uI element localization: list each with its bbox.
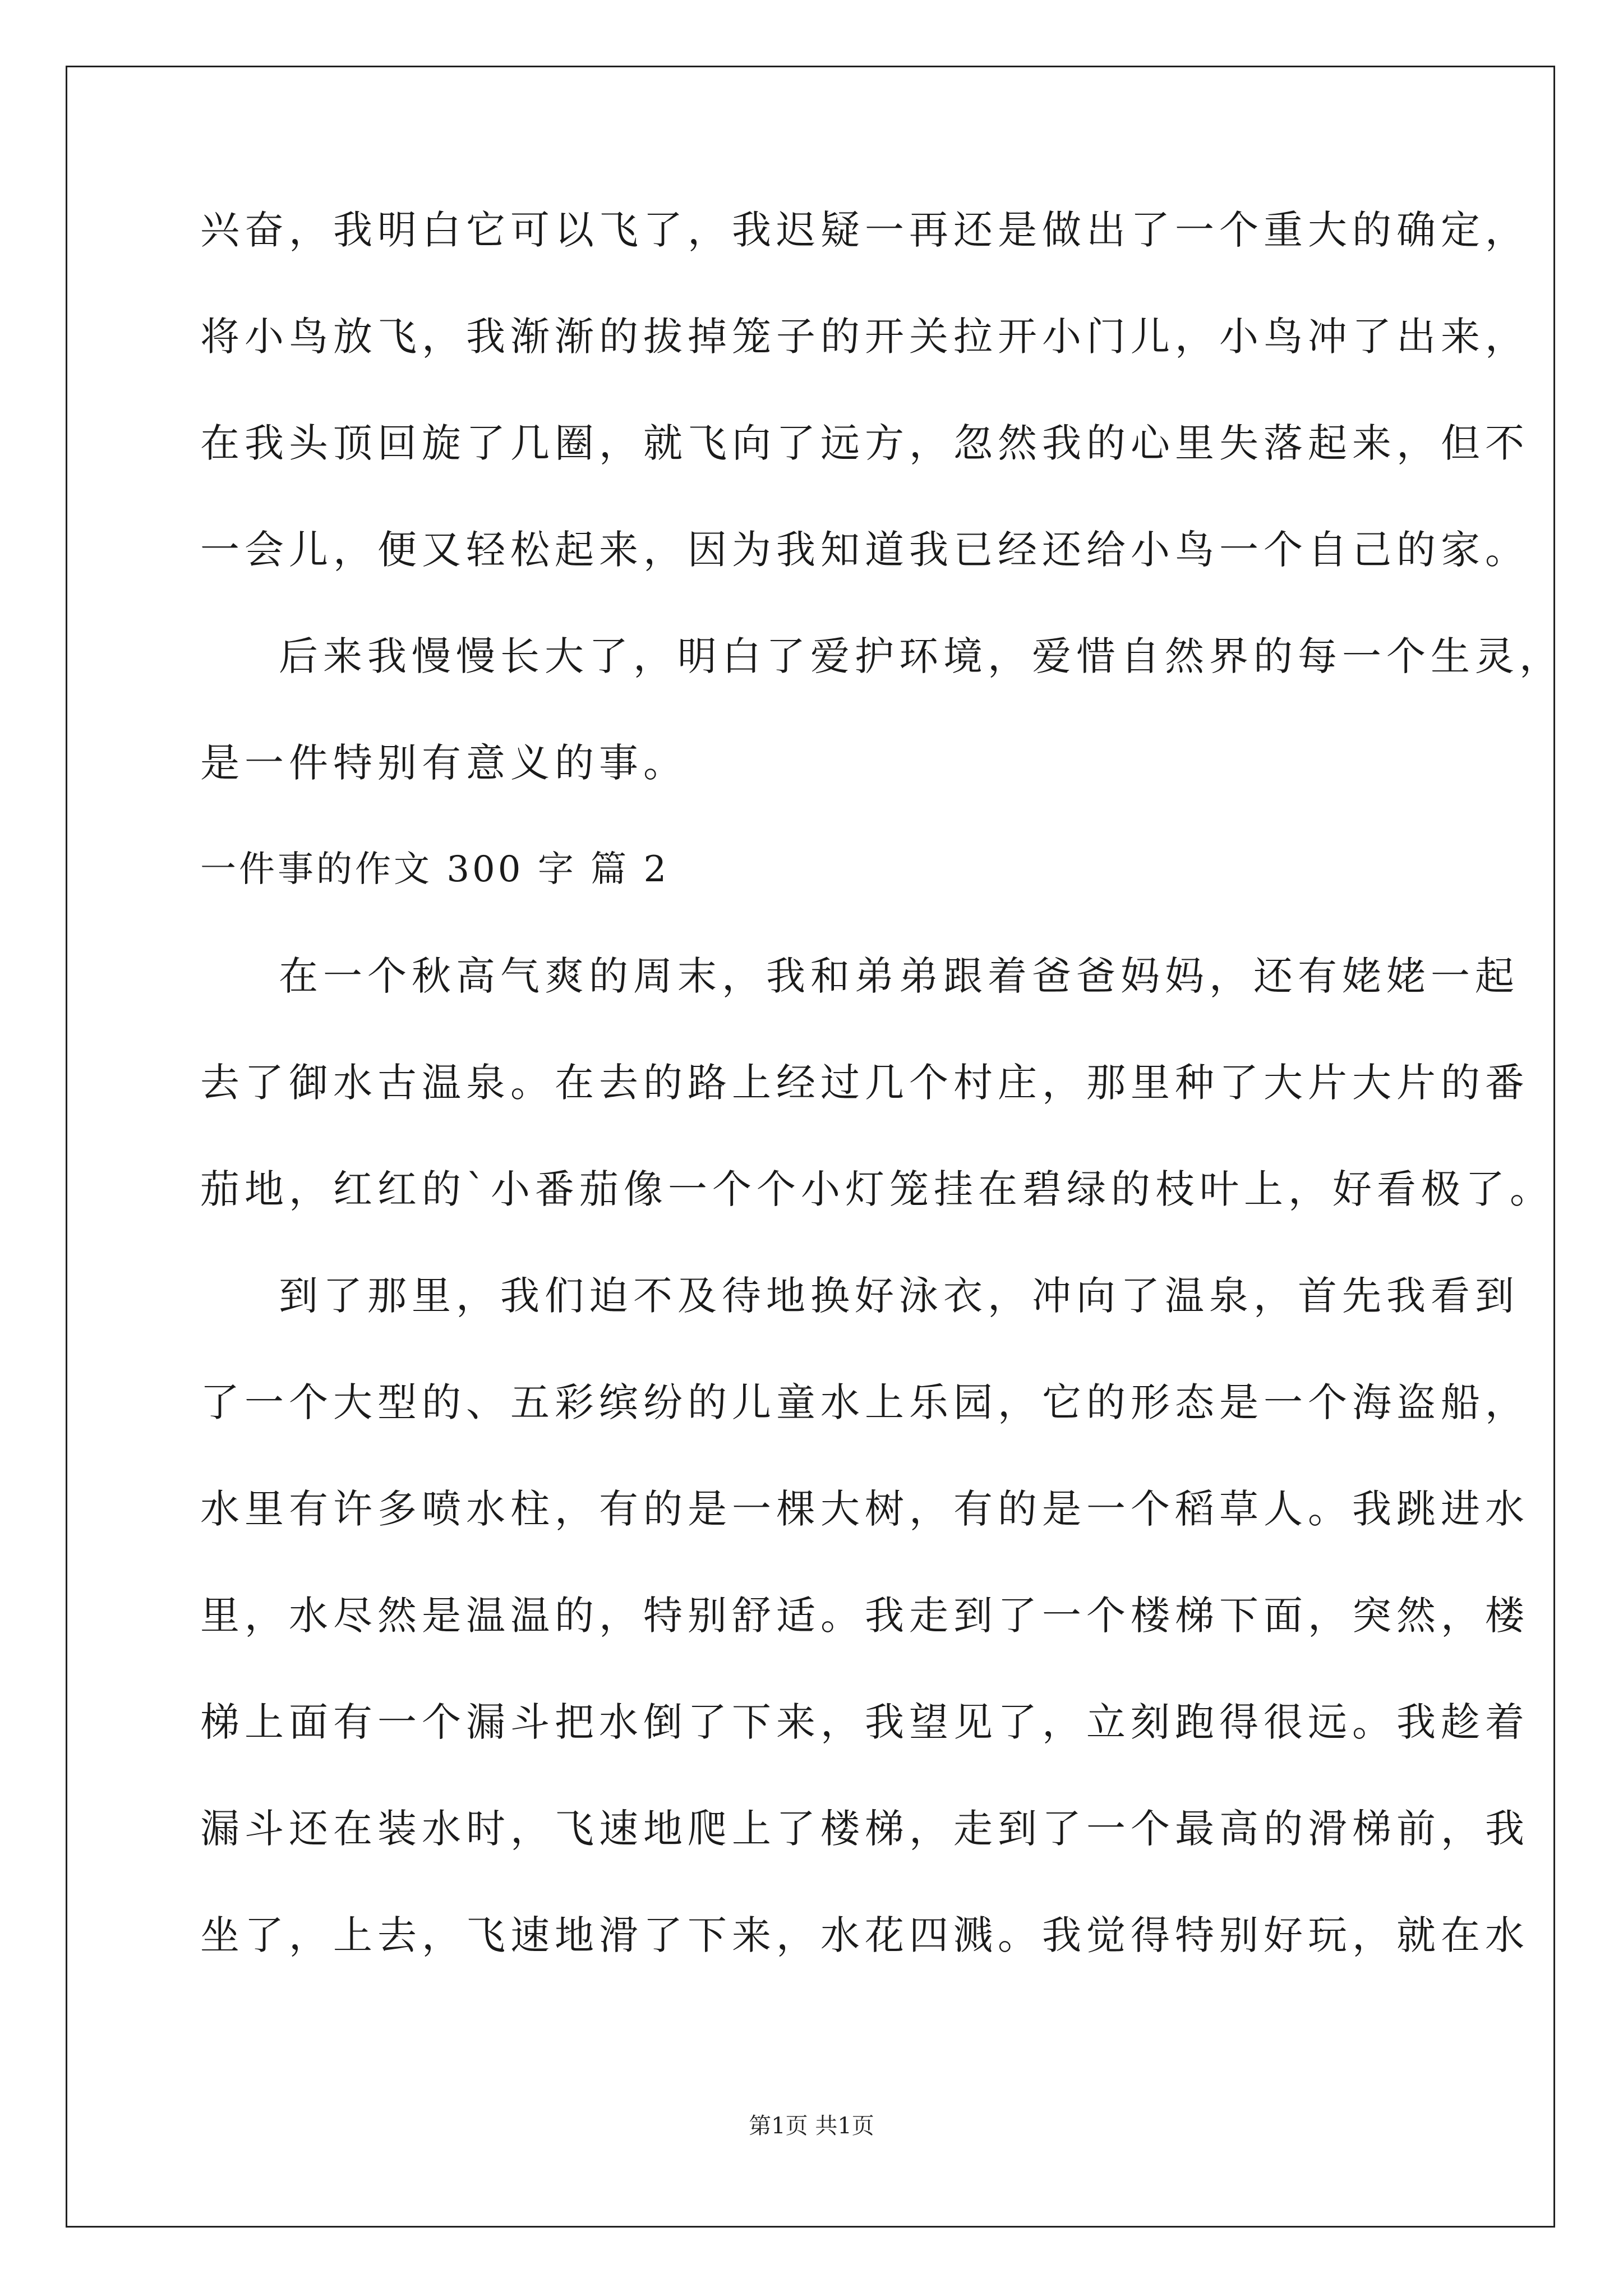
text-line: 茄地，红红的`小番茄像一个个小灯笼挂在碧绿的枝叶上，好看极了。 [200,1166,1554,1212]
text-line: 是一件特别有意义的事。 [200,740,688,786]
text-line: 在我头顶回旋了几圈，就飞向了远方，忽然我的心里失落起来，但不 [200,420,1529,466]
text-line: 一会儿，便又轻松起来，因为我知道我已经还给小鸟一个自己的家。 [200,527,1529,573]
page-border [66,66,1555,2228]
text-line: 了一个大型的、五彩缤纷的儿童水上乐园，它的形态是一个海盗船， [200,1379,1529,1425]
text-line: 将小鸟放飞，我渐渐的拔掉笼子的开关拉开小门儿，小鸟冲了出来， [200,314,1529,360]
text-line: 漏斗还在装水时，飞速地爬上了楼梯，走到了一个最高的滑梯前，我 [200,1806,1529,1852]
text-line: 后来我慢慢长大了，明白了爱护环境，爱惜自然界的每一个生灵， [279,633,1564,679]
text-line: 在一个秋高气爽的周末，我和弟弟跟着爸爸妈妈，还有姥姥一起 [279,953,1519,999]
text-line: 里，水尽然是温温的，特别舒适。我走到了一个楼梯下面，突然，楼 [200,1593,1529,1639]
text-line: 梯上面有一个漏斗把水倒了下来，我望见了，立刻跑得很远。我趁着 [200,1699,1529,1745]
text-line: 去了御水古温泉。在去的路上经过几个村庄，那里种了大片大片的番 [200,1060,1529,1106]
section-heading: 一件事的作文 300 字 篇 2 [200,849,670,890]
page-footer: 第1页 共1页 [749,2113,874,2139]
text-line: 水里有许多喷水柱，有的是一棵大树，有的是一个稻草人。我跳进水 [200,1486,1529,1532]
text-line: 兴奋，我明白它可以飞了，我迟疑一再还是做出了一个重大的确定， [200,207,1529,253]
text-line: 坐了，上去，飞速地滑了下来，水花四溅。我觉得特别好玩，就在水 [200,1912,1529,1958]
text-line: 到了那里，我们迫不及待地换好泳衣，冲向了温泉，首先我看到 [279,1273,1519,1319]
